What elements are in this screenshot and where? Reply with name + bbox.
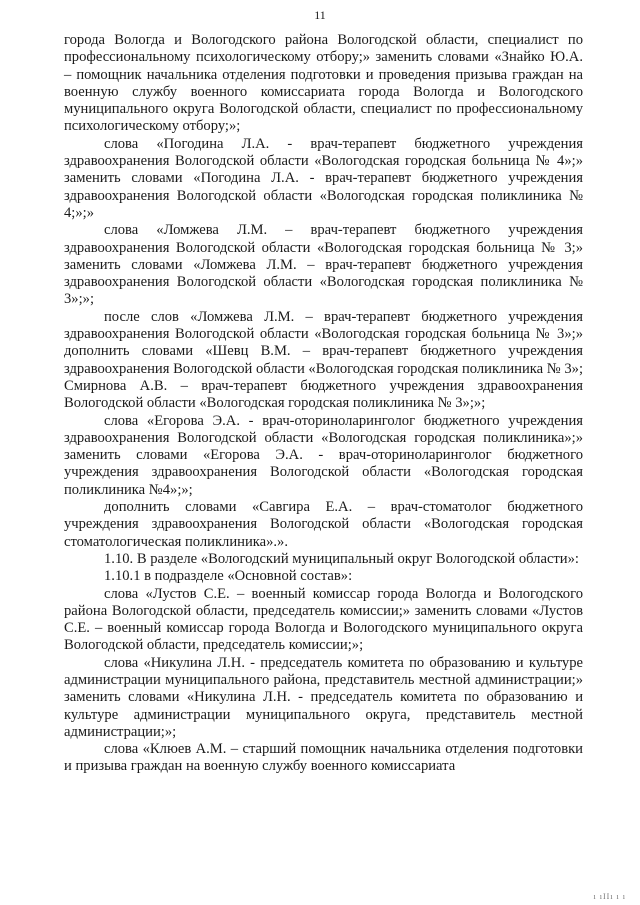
paragraph-continuation: города Вологда и Вологодского района Вологодской области, специалист по профессиональному психологическому отбору;» заменить словами «Знайко Ю.А. – помощник начальника отделения подготовки и проведения призыва граждан на военную службу военного комиссариата города Вологда и Вологодского муниципального округа Вологодской области, специалист по профессиональному психологическому отбору;»;	[64, 32, 583, 135]
subsection-heading-1-10-1: 1.10.1 в подразделе «Основной состав»:	[104, 568, 353, 585]
paragraph-lustov: слова «Лустов С.Е. – военный комиссар города Вологда и Вологодского района Вологодской области, председатель комиссии;» заменить словами «Лустов С.Е. – военный комиссар города Вологда и Вологодского муниципального округа Вологодской области, председатель комиссии;»;	[64, 585, 583, 654]
document-body	[64, 32, 583, 776]
paragraph-after-lomzheva: после слов «Ломжева Л.М. – врач-терапевт бюджетного учреждения здравоохранения Вологодской области «Вологодская городская больница № 3»;» дополнить словами «Шевц В.М. – врач-терапевт бюджетного учреждения здравоохранения Вологодской области «Вологодская городская поликлиника № 3»; Смирнова А.В. – врач-терапевт бюджетного учреждения здравоохранения Вологодской области «Вологодская городская поликлиника № 3»;»;	[64, 308, 583, 412]
page-number: 11	[314, 8, 326, 22]
paragraph-savgira: дополнить словами «Савгира Е.А. – врач-стоматолог бюджетного учреждения здравоохранения Вологодской области «Вологодская городская стоматологическая поликлиника».».	[64, 499, 583, 550]
paragraph-lomzheva: слова «Ломжева Л.М. – врач-терапевт бюджетного учреждения здравоохранения Вологодской области «Вологодская городская больница № 3;» заменить словами «Ломжева Л.М. – врач-терапевт бюджетного учреждения здравоохранения Вологодской области «Вологодская городская поликлиника № 3»;»;	[64, 222, 583, 308]
footer-scan-marks: ı ıIIı ı ı	[593, 892, 626, 901]
section-heading-1-10: 1.10. В разделе «Вологодский муниципальный округ Вологодской области»:	[104, 550, 579, 567]
paragraph-nikulina: слова «Никулина Л.Н. - председатель комитета по образованию и культуре администрации муниципального района, представитель местной администрации;» заменить словами «Никулина Л.Н. - председатель комитета по образованию и культуре администрации муниципального округа, представитель местной администрации;»;	[64, 654, 583, 740]
paragraph-egorova: слова «Егорова Э.А. - врач-оториноларинголог бюджетного учреждения здравоохранения Вологодской области «Вологодская городская поликлиника»;» заменить словами «Егорова Э.А. - врач-оториноларинголог бюджетного учреждения здравоохранения Вологодской области «Вологодская городская поликлиника №4»;»;	[64, 412, 583, 498]
paragraph-pogodina: слова «Погодина Л.А. - врач-терапевт бюджетного учреждения здравоохранения Вологодской области «Вологодская городская больница № 4»;» заменить словами «Погодина Л.А. - врач-терапевт бюджетного учреждения здравоохранения Вологодской области «Вологодская городская поликлиника № 4;»;»	[64, 135, 583, 221]
paragraph-klyuev: слова «Клюев А.М. – старший помощник начальника отделения подготовки и призыва граждан на военную службу военного комиссариата	[64, 741, 583, 775]
